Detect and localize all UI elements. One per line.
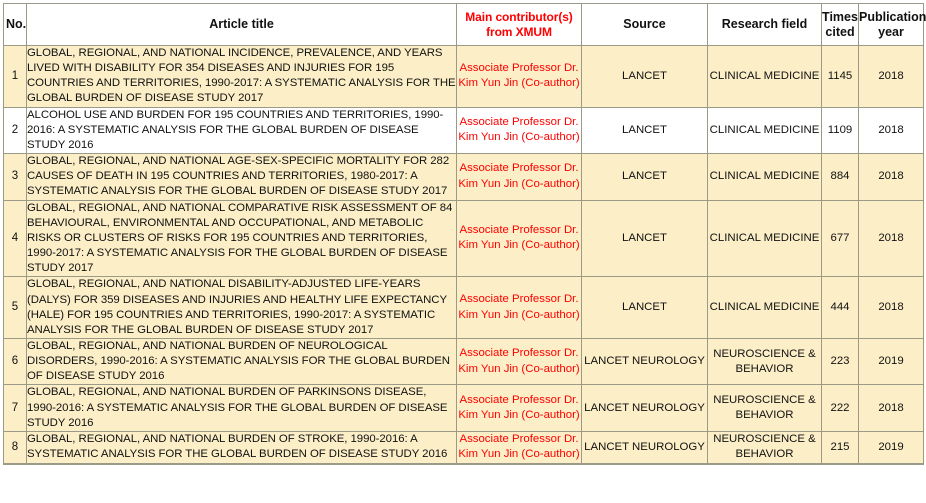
cell-contrib[interactable]: Associate Professor Dr. Kim Yun Jin (Co-author) bbox=[457, 107, 582, 153]
cell-field[interactable] bbox=[708, 463, 822, 464]
cell-cited[interactable]: 444 bbox=[822, 277, 859, 339]
table-row[interactable] bbox=[4, 200, 924, 277]
cell-title[interactable]: ALCOHOL USE AND BURDEN FOR 195 COUNTRIES AND TERRITORIES, 1990-2016: A SYSTEMATIC ANALYSIS FOR THE GLOBAL BURDEN OF DISEASE STUDY 2016 bbox=[27, 107, 457, 153]
cell-no[interactable]: 4 bbox=[4, 200, 27, 277]
cell-cited[interactable]: 223 bbox=[822, 338, 859, 384]
table-header bbox=[4, 4, 924, 46]
cell-contrib[interactable]: Associate Professor Dr. Kim Yun Jin (Co-author) bbox=[457, 46, 582, 108]
cell-year[interactable]: 2018 bbox=[859, 385, 924, 431]
cell-contrib[interactable]: Associate Professor Dr. Kim Yun Jin (Co-author) bbox=[457, 200, 582, 277]
cell-title[interactable]: GLOBAL, REGIONAL, AND NATIONAL INCIDENCE, PREVALENCE, AND YEARS LIVED WITH DISABILITY FOR 354 DISEASES AND INJURIES FOR 195 COUNTRIES AND TERRITORIES, 1990-2017: A SYSTEMATIC ANALYSIS FOR THE GLOBAL BURDEN OF DISEASE STUDY 2017 bbox=[27, 46, 457, 108]
cell-contrib[interactable]: Associate Professor Dr. Kim Yun Jin (Co-author) bbox=[457, 154, 582, 200]
cell-year[interactable]: 2018 bbox=[859, 154, 924, 200]
table-row[interactable] bbox=[4, 338, 924, 384]
cell-field[interactable]: NEUROSCIENCE & BEHAVIOR bbox=[708, 338, 822, 384]
cell-field[interactable]: CLINICAL MEDICINE bbox=[708, 200, 822, 277]
cell-cited[interactable]: 215 bbox=[822, 431, 859, 463]
cell-cited[interactable]: 222 bbox=[822, 385, 859, 431]
column-header-source[interactable]: Source bbox=[582, 4, 708, 46]
column-header-article-title[interactable]: Article title bbox=[27, 4, 457, 46]
cell-cited[interactable]: 677 bbox=[822, 200, 859, 277]
cell-year[interactable]: 2018 bbox=[859, 200, 924, 277]
cell-cited[interactable]: 1145 bbox=[822, 46, 859, 108]
cell-contrib[interactable] bbox=[457, 463, 582, 464]
cell-contrib[interactable]: Associate Professor Dr. Kim Yun Jin (Co-author) bbox=[457, 338, 582, 384]
cell-title[interactable]: GLOBAL, REGIONAL, AND NATIONAL BURDEN OF PARKINSONS DISEASE, 1990-2016: A SYSTEMATIC ANALYSIS FOR THE GLOBAL BURDEN OF DISEASE STUDY 2016 bbox=[27, 385, 457, 431]
column-header-main-contributors[interactable]: Main contributor(s) from XMUM bbox=[457, 4, 582, 46]
table-row[interactable] bbox=[4, 277, 924, 339]
cell-source[interactable]: LANCET NEUROLOGY bbox=[582, 385, 708, 431]
cell-title[interactable]: GLOBAL, REGIONAL, AND NATIONAL COMPARATIVE RISK ASSESSMENT OF 84 BEHAVIOURAL, ENVIRONMENTAL AND OCCUPATIONAL, AND METABOLIC RISKS OR CLUSTERS OF RISKS FOR 195 COUNTRIES AND TERRITORIES, 1990-2017: A SYSTEMATIC ANALYSIS FOR THE GLOBAL BURDEN OF DISEASE STUDY 2017 bbox=[27, 200, 457, 277]
table-row[interactable] bbox=[4, 46, 924, 108]
cell-year[interactable] bbox=[859, 463, 924, 464]
publications-table bbox=[3, 3, 924, 465]
cell-no[interactable]: 1 bbox=[4, 46, 27, 108]
table-row[interactable] bbox=[4, 431, 924, 463]
cell-no[interactable]: 8 bbox=[4, 431, 27, 463]
cell-year[interactable]: 2019 bbox=[859, 338, 924, 384]
table-row[interactable] bbox=[4, 107, 924, 153]
table-row[interactable] bbox=[4, 154, 924, 200]
cell-field[interactable]: NEUROSCIENCE & BEHAVIOR bbox=[708, 431, 822, 463]
cell-title[interactable]: GLOBAL, REGIONAL, AND NATIONAL BURDEN OF NEUROLOGICAL DISORDERS, 1990-2016: A SYSTEMATIC ANALYSIS FOR THE GLOBAL BURDEN OF DISEASE STUDY 2016 bbox=[27, 338, 457, 384]
cell-cited[interactable]: 884 bbox=[822, 154, 859, 200]
cell-contrib[interactable]: Associate Professor Dr. Kim Yun Jin (Co-author) bbox=[457, 277, 582, 339]
cell-contrib[interactable]: Associate Professor Dr. Kim Yun Jin (Co-author) bbox=[457, 431, 582, 463]
cell-year[interactable]: 2018 bbox=[859, 107, 924, 153]
cell-year[interactable]: 2018 bbox=[859, 46, 924, 108]
cell-cited[interactable]: 1109 bbox=[822, 107, 859, 153]
cell-no[interactable] bbox=[4, 463, 27, 464]
column-header-times-cited[interactable]: Times cited bbox=[822, 4, 859, 46]
cell-title[interactable]: GLOBAL, REGIONAL, AND NATIONAL BURDEN OF STROKE, 1990-2016: A SYSTEMATIC ANALYSIS FOR THE GLOBAL BURDEN OF DISEASE STUDY 2016 bbox=[27, 431, 457, 463]
cell-source[interactable]: LANCET bbox=[582, 200, 708, 277]
cell-source[interactable]: LANCET bbox=[582, 154, 708, 200]
column-header-no[interactable]: No. bbox=[4, 4, 27, 46]
cell-source[interactable]: LANCET NEUROLOGY bbox=[582, 431, 708, 463]
column-header-research-field[interactable]: Research field bbox=[708, 4, 822, 46]
cell-no[interactable]: 5 bbox=[4, 277, 27, 339]
cell-no[interactable]: 6 bbox=[4, 338, 27, 384]
table-row[interactable] bbox=[4, 385, 924, 431]
cell-source[interactable]: LANCET bbox=[582, 46, 708, 108]
column-header-publication-year[interactable]: Publication year bbox=[859, 4, 924, 46]
cell-field[interactable]: CLINICAL MEDICINE bbox=[708, 154, 822, 200]
cell-contrib[interactable]: Associate Professor Dr. Kim Yun Jin (Co-author) bbox=[457, 385, 582, 431]
cell-title[interactable] bbox=[27, 463, 457, 464]
header-row bbox=[4, 4, 924, 46]
cell-title[interactable]: GLOBAL, REGIONAL, AND NATIONAL AGE-SEX-SPECIFIC MORTALITY FOR 282 CAUSES OF DEATH IN 195 COUNTRIES AND TERRITORIES, 1980-2017: A SYSTEMATIC ANALYSIS FOR THE GLOBAL BURDEN OF DISEASE STUDY 2017 bbox=[27, 154, 457, 200]
cell-field[interactable]: NEUROSCIENCE & BEHAVIOR bbox=[708, 385, 822, 431]
cell-no[interactable]: 3 bbox=[4, 154, 27, 200]
cell-no[interactable]: 2 bbox=[4, 107, 27, 153]
cell-year[interactable]: 2018 bbox=[859, 277, 924, 339]
cell-cited[interactable] bbox=[822, 463, 859, 464]
cell-no[interactable]: 7 bbox=[4, 385, 27, 431]
cell-source[interactable]: LANCET bbox=[582, 277, 708, 339]
cell-source[interactable]: LANCET NEUROLOGY bbox=[582, 338, 708, 384]
cell-field[interactable]: CLINICAL MEDICINE bbox=[708, 107, 822, 153]
table-row[interactable] bbox=[4, 463, 924, 464]
cell-year[interactable]: 2019 bbox=[859, 431, 924, 463]
cell-title[interactable]: GLOBAL, REGIONAL, AND NATIONAL DISABILITY-ADJUSTED LIFE-YEARS (DALYS) FOR 359 DISEASES AND INJURIES AND HEALTHY LIFE EXPECTANCY (HALE) FOR 195 COUNTRIES AND TERRITORIES, 1990-2017: A SYSTEMATIC ANALYSIS FOR THE GLOBAL BURDEN OF DISEASE STUDY 2017 bbox=[27, 277, 457, 339]
cell-field[interactable]: CLINICAL MEDICINE bbox=[708, 277, 822, 339]
table-body bbox=[4, 46, 924, 465]
cell-source[interactable]: LANCET bbox=[582, 107, 708, 153]
cell-field[interactable]: CLINICAL MEDICINE bbox=[708, 46, 822, 108]
cell-source[interactable] bbox=[582, 463, 708, 464]
